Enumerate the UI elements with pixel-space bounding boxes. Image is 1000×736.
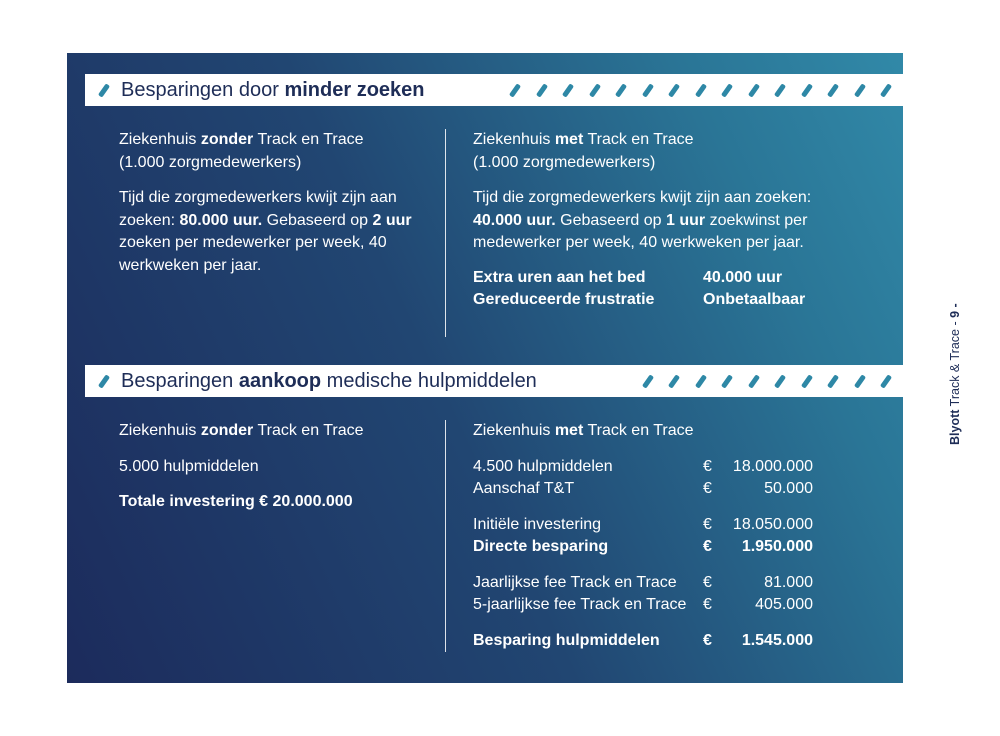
column-divider — [445, 129, 446, 337]
search-time-text: Tijd die zorgmedewerkers kwijt zijn aan zoeken: 80.000 uur. Gebaseerd op 2 uur zoeken per medewerker per week, 40 werkweken per jaar. — [119, 189, 412, 274]
cost-group — [473, 514, 843, 559]
search-without-column — [119, 129, 429, 277]
purchase-with-column — [473, 420, 843, 652]
section-title-search: Besparingen door minder zoeken — [121, 78, 425, 101]
benefit-row: Gereduceerde frustratie Onbetaalbaar — [473, 291, 806, 308]
staff-count: (1.000 zorgmedewerkers) — [473, 153, 656, 171]
section-banner-purchase — [85, 365, 903, 397]
cost-row-direct-savings: Directe besparing € 1.950.000 — [473, 538, 813, 555]
cost-group — [473, 572, 843, 617]
decorative-dashes — [496, 74, 894, 106]
slash-icon — [98, 374, 110, 388]
section-banner-search — [85, 74, 903, 106]
cost-group — [473, 456, 843, 501]
hospital-with-label: Ziekenhuis met Track en Trace — [473, 422, 694, 439]
aids-count: 5.000 hulpmiddelen — [119, 457, 259, 475]
section-title-purchase: Besparingen aankoop medische hulpmiddelen — [121, 369, 537, 392]
column-divider — [445, 420, 446, 652]
decorative-dashes — [628, 365, 893, 397]
hospital-without-label: Ziekenhuis zonder Track en Trace — [119, 422, 364, 439]
page-footer-vertical: Blyott Track & Trace - 9 - — [948, 303, 962, 445]
search-with-column — [473, 129, 813, 312]
cost-row: Initiële investering € 18.050.000 — [473, 515, 813, 533]
cost-row: 5-jaarlijkse fee Track en Trace € 405.000 — [473, 596, 813, 613]
hospital-without-label: Ziekenhuis zonder Track en Trace — [119, 131, 364, 148]
total-investment: Totale investering € 20.000.000 — [119, 493, 353, 510]
cost-group — [473, 630, 843, 653]
slash-icon — [98, 83, 110, 97]
cost-row-total-savings: Besparing hulpmiddelen € 1.545.000 — [473, 631, 813, 649]
benefits-list — [473, 267, 813, 312]
savings-panel — [67, 53, 903, 683]
cost-row: Jaarlijkse fee Track en Trace € 81.000 — [473, 573, 813, 591]
hospital-with-label: Ziekenhuis met Track en Trace — [473, 131, 694, 148]
staff-count: (1.000 zorgmedewerkers) — [119, 153, 302, 171]
purchase-without-column — [119, 420, 429, 514]
search-time-text: Tijd die zorgmedewerkers kwijt zijn aan zoeken: 40.000 uur. Gebaseerd op 1 uur zoekwinst per medewerker per week, 40 werkweken per jaar. — [473, 189, 812, 251]
benefit-row: Extra uren aan het bed 40.000 uur — [473, 268, 783, 286]
cost-row: 4.500 hulpmiddelen € 18.000.000 — [473, 457, 813, 475]
cost-row: Aanschaf T&T € 50.000 — [473, 480, 813, 497]
